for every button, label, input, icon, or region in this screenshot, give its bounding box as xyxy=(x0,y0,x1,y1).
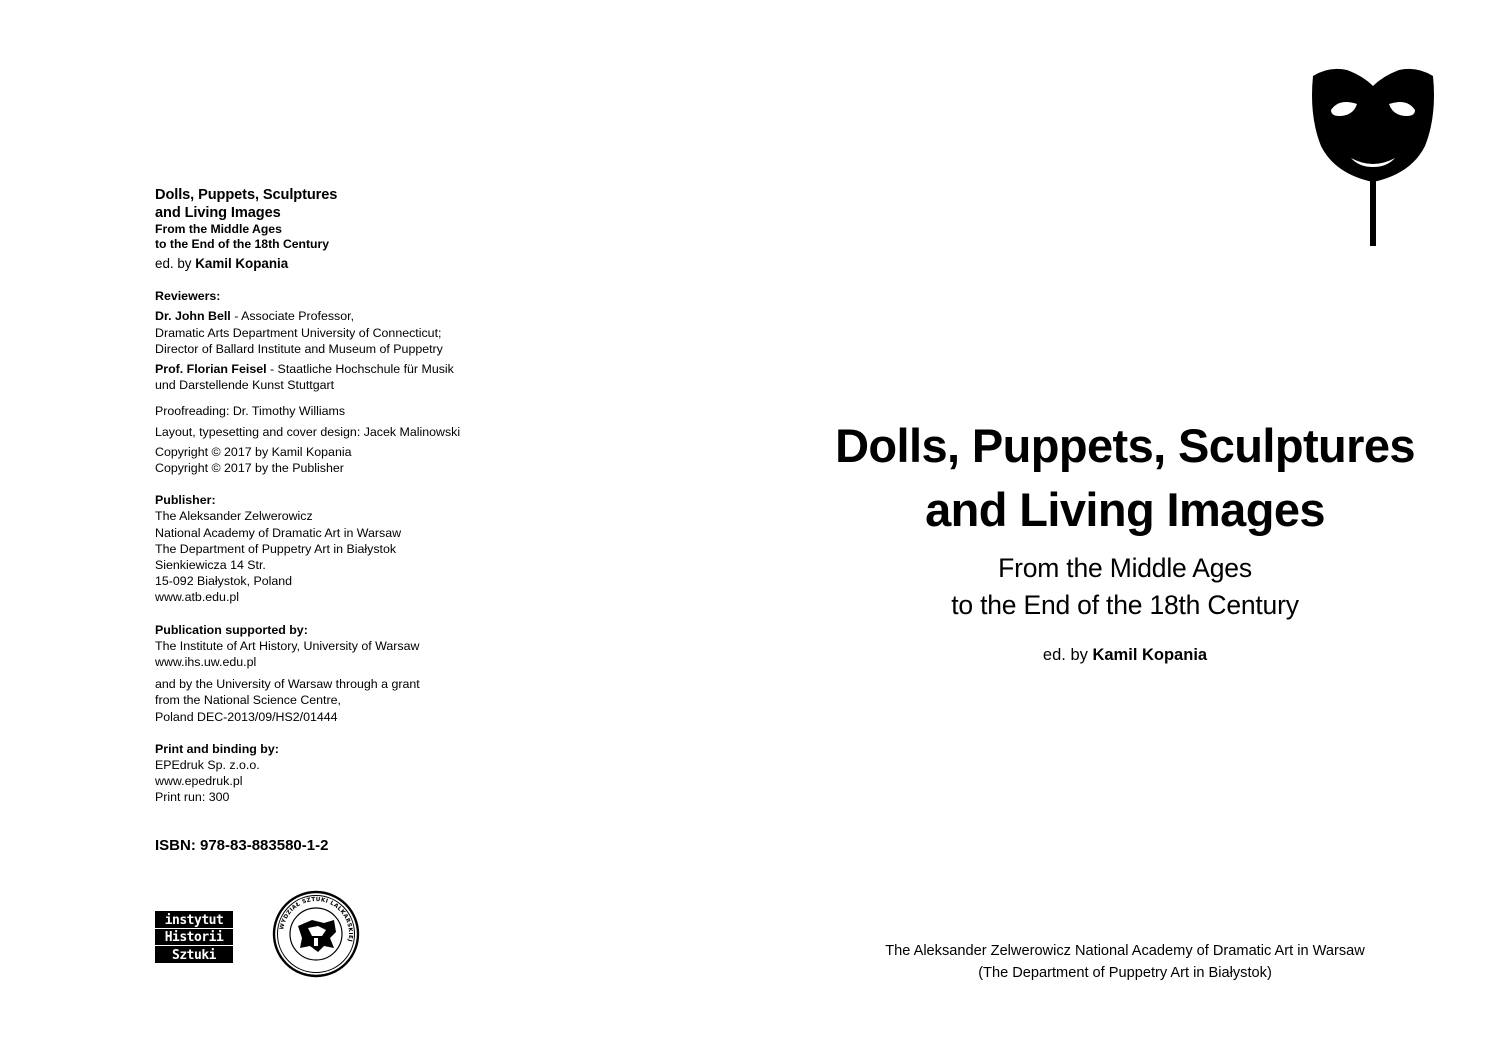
reviewer-affiliation: - Staatliche Hochschule für Musik xyxy=(266,362,454,377)
print-info xyxy=(155,757,495,806)
seal-text: WYDZIAŁ SZTUKI LALKARSKIEJ xyxy=(279,896,354,943)
imprint-subtitle-line: to the End of the 18th Century xyxy=(155,237,330,251)
publisher-line: The Aleksander Zelwerowicz xyxy=(155,509,313,524)
title-page-publisher xyxy=(790,940,1460,984)
reviewer-entry xyxy=(155,361,495,393)
book-title xyxy=(790,414,1460,542)
copyright-line: Copyright © 2017 by Kamil Kopania xyxy=(155,444,352,459)
imprint-page xyxy=(155,186,495,854)
isbn: ISBN: 978-83-883580-1-2 xyxy=(155,836,329,854)
book-subtitle xyxy=(790,550,1460,624)
academy-seal-logo xyxy=(272,890,360,978)
grant-line: Poland DEC-2013/09/HS2/01444 xyxy=(155,709,338,724)
reviewer-name: Dr. John Bell xyxy=(155,309,231,324)
editor-prefix: ed. by xyxy=(155,256,196,271)
book-title-line: Dolls, Puppets, Sculptures xyxy=(835,419,1415,472)
book-subtitle-line: From the Middle Ages xyxy=(998,553,1252,583)
ihs-logo-word: Sztuki xyxy=(172,948,216,963)
imprint-title xyxy=(155,186,495,222)
instytut-historii-sztuki-logo xyxy=(155,911,233,963)
sponsor-logos xyxy=(155,890,375,982)
imprint-editor xyxy=(155,256,495,272)
seal-emblem xyxy=(298,920,336,952)
grant-line: from the National Science Centre, xyxy=(155,693,341,708)
support-url: www.ihs.uw.edu.pl xyxy=(155,655,257,670)
publisher-line: The Department of Puppetry Art in Białystok xyxy=(155,541,397,556)
print-line: EPEdruk Sp. z.o.o. xyxy=(155,758,260,773)
publisher-line: National Academy of Dramatic Art in Warsaw xyxy=(155,525,402,540)
publisher-line: (The Department of Puppetry Art in Białystok) xyxy=(978,965,1272,981)
ihs-logo-word: instytut xyxy=(164,913,224,928)
book-editor xyxy=(790,646,1460,665)
reviewer-affiliation: - Associate Professor, xyxy=(230,309,355,324)
editor-name: Kamil Kopania xyxy=(1092,646,1208,664)
ihs-logo-word: Historii xyxy=(164,930,224,945)
publisher-line: Sienkiewicza 14 Str. xyxy=(155,558,266,573)
publisher-line: The Aleksander Zelwerowicz National Academy of Dramatic Art in Warsaw xyxy=(885,943,1365,959)
print-run: Print run: 300 xyxy=(155,790,230,805)
theatre-mask-icon xyxy=(1309,66,1437,246)
reviewer-affiliation: und Darstellende Kunst Stuttgart xyxy=(155,378,335,393)
reviewers-heading: Reviewers: xyxy=(155,289,221,304)
reviewer-affiliation: Dramatic Arts Department University of Connecticut; xyxy=(155,325,442,340)
reviewer-name: Prof. Florian Feisel xyxy=(155,362,267,377)
support-institute xyxy=(155,638,495,670)
reviewer-entry xyxy=(155,308,495,357)
proofreading-credit: Proofreading: Dr. Timothy Williams xyxy=(155,404,346,419)
print-url: www.epedruk.pl xyxy=(155,774,243,789)
publisher-url: www.atb.edu.pl xyxy=(155,590,240,605)
imprint-subtitle xyxy=(155,222,495,252)
publisher-address xyxy=(155,508,495,605)
publisher-heading: Publisher: xyxy=(155,493,216,508)
grant-line: and by the University of Warsaw through a grant xyxy=(155,677,420,692)
layout-credit: Layout, typesetting and cover design: Jacek Malinowski xyxy=(155,424,461,439)
editor-name: Kamil Kopania xyxy=(195,256,289,271)
grant-info xyxy=(155,676,495,725)
imprint-title-line: Dolls, Puppets, Sculptures xyxy=(155,187,338,203)
copyright-notice xyxy=(155,444,495,476)
imprint-subtitle-line: From the Middle Ages xyxy=(155,222,282,236)
book-title-line: and Living Images xyxy=(925,483,1325,536)
support-heading: Publication supported by: xyxy=(155,622,308,637)
title-page xyxy=(790,414,1460,665)
support-line: The Institute of Art History, University of Warsaw xyxy=(155,638,420,653)
reviewer-affiliation: Director of Ballard Institute and Museum of Puppetry xyxy=(155,341,443,356)
editor-prefix: ed. by xyxy=(1042,646,1093,664)
copyright-line: Copyright © 2017 by the Publisher xyxy=(155,461,344,476)
imprint-title-line: and Living Images xyxy=(155,205,281,221)
print-heading: Print and binding by: xyxy=(155,741,279,756)
book-subtitle-line: to the End of the 18th Century xyxy=(951,590,1299,620)
publisher-line: 15-092 Białystok, Poland xyxy=(155,574,293,589)
